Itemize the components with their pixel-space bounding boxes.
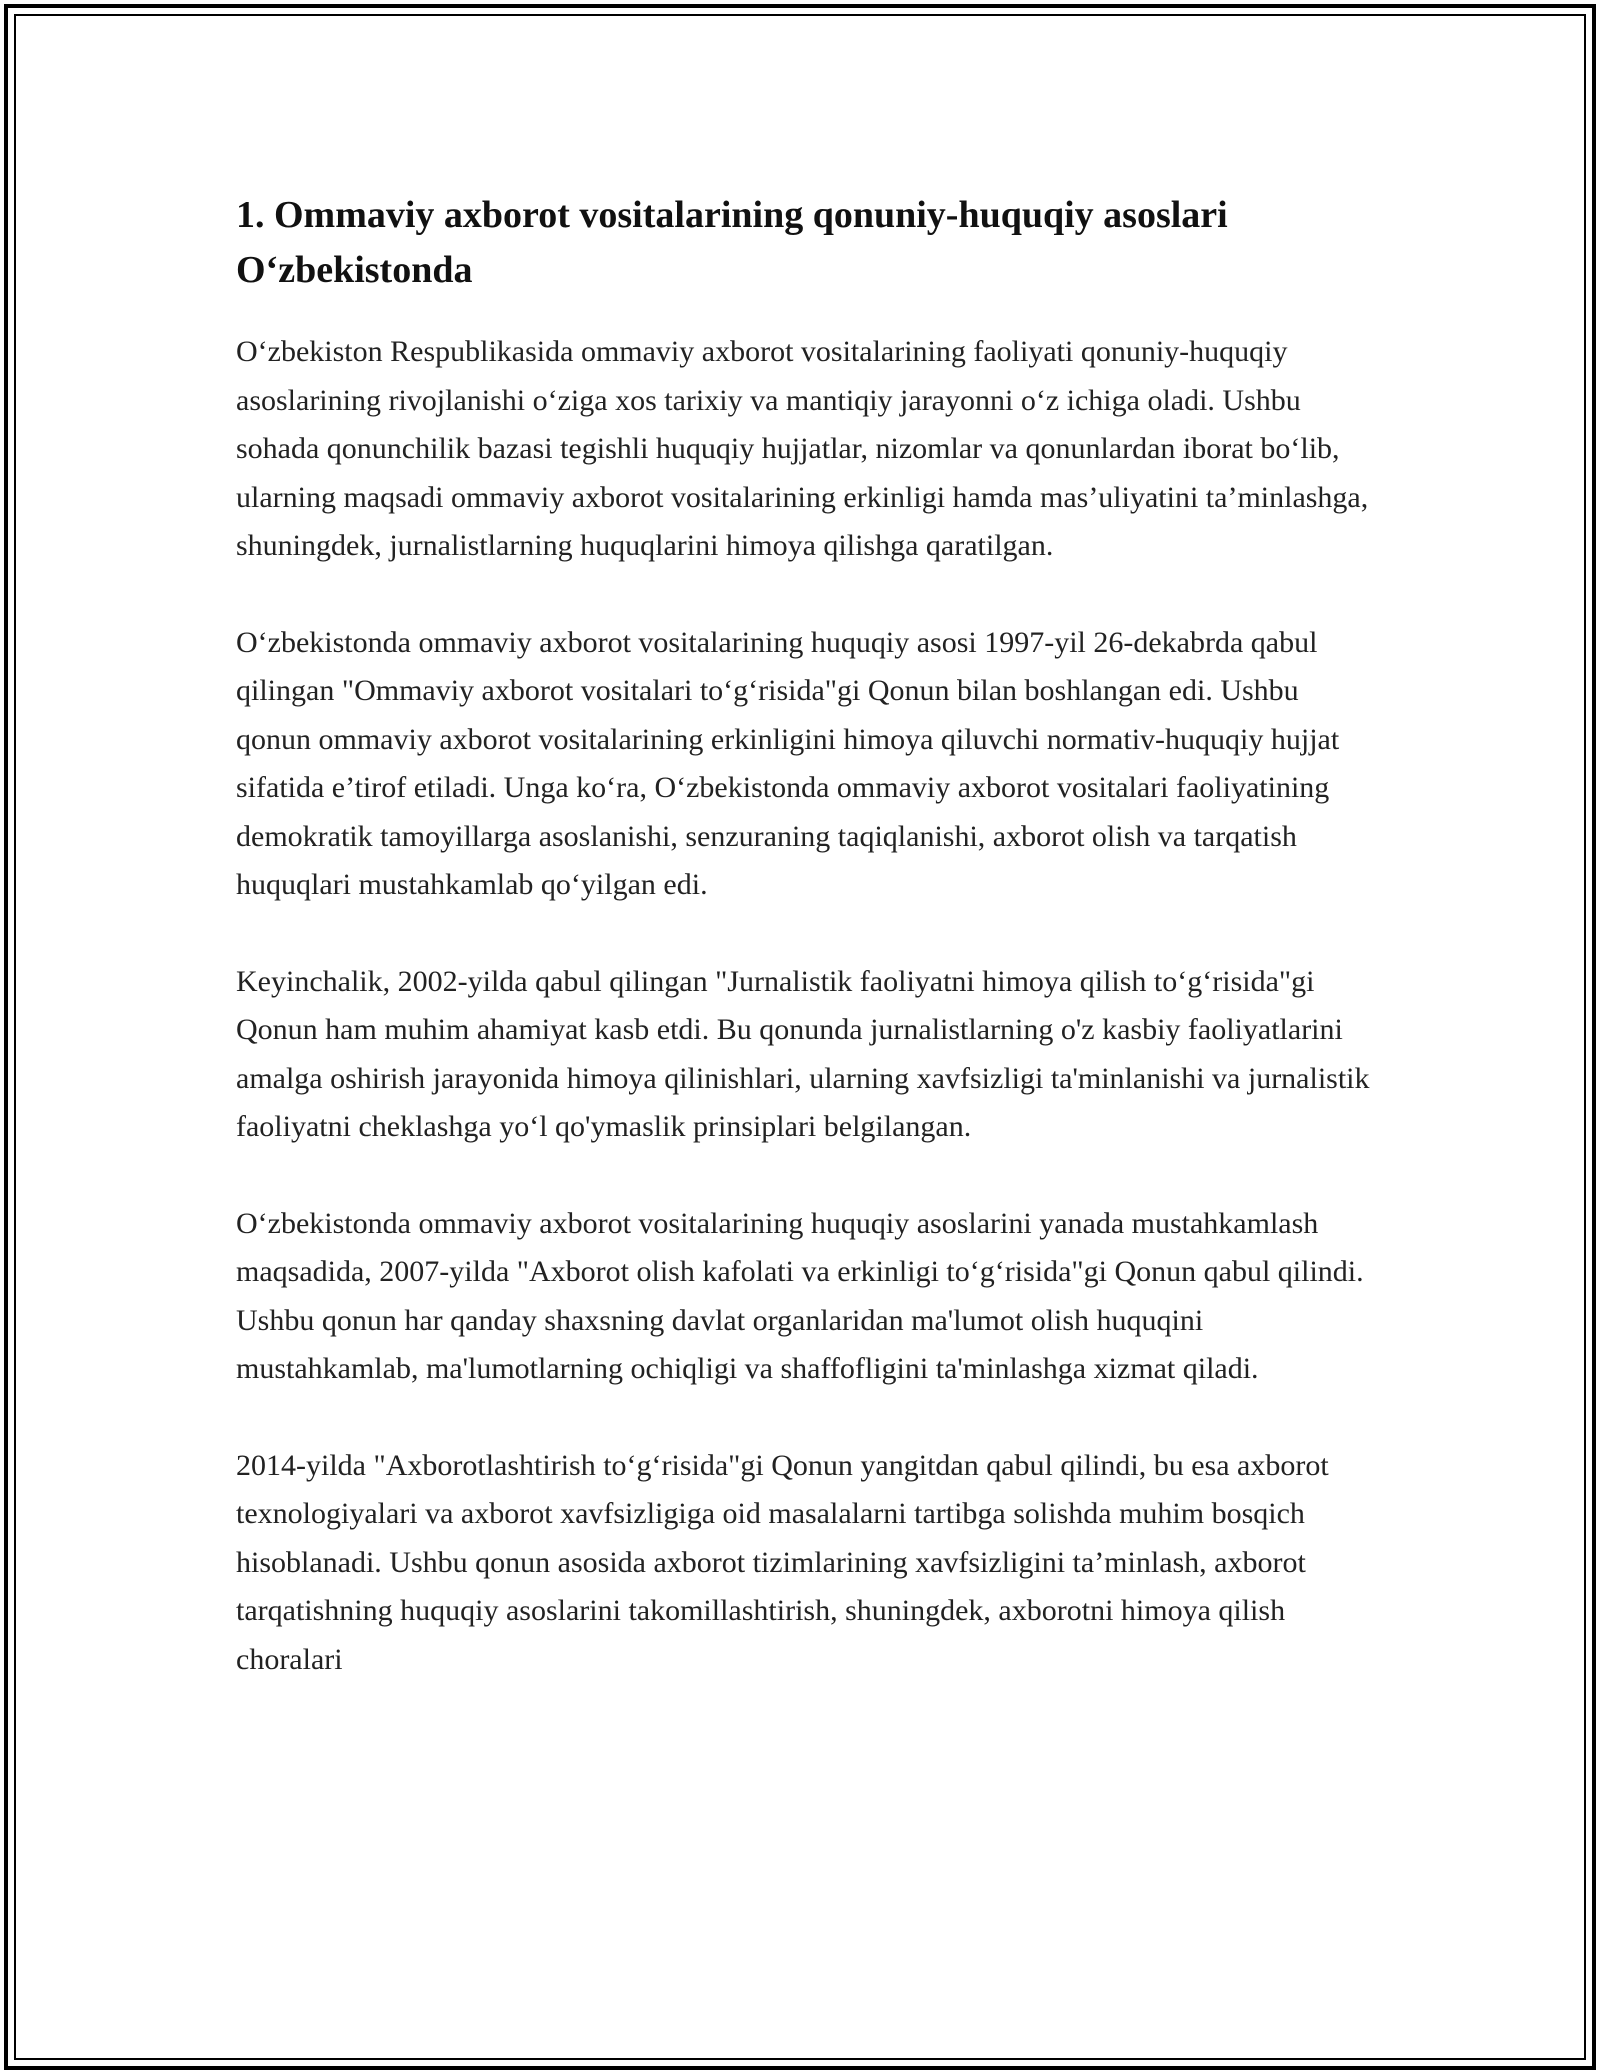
paragraph-3: Keyinchalik, 2002-yilda qabul qilingan "Jurnalistik faoliyatni himoya qilish to‘g‘risida"gi Qonun ham muhim ahamiyat kasb etdi. Bu qonunda jurnalistlarning o'z kasbiy faoliyatlarini amalga oshirish jarayonida himoya qilinishlari, ularning xavfsizligi ta'minlanishi va jurnalistik faoliyatni cheklashga yo‘l qo'ymaslik prinsiplari belgilangan.	[236, 964, 1370, 1143]
document-body	[236, 188, 1376, 1732]
paragraph-2: O‘zbekistonda ommaviy axborot vositalarining huquqiy asosi 1997-yil 26-dekabrda qabul qilingan "Ommaviy axborot vositalari to‘g‘risida"gi Qonun bilan boshlangan edi. Ushbu qonun ommaviy axborot vositalarining erkinligini himoya qiluvchi normativ-huquqiy hujjat sifatida e’tirof etiladi. Unga ko‘ra, O‘zbekistonda ommaviy axborot vositalari faoliyatining demokratik tamoyillarga asoslanishi, senzuraning taqiqlanishi, axborot olish va tarqatish huquqlari mustahkamlab qo‘yilgan edi.	[236, 625, 1340, 901]
section-heading: 1. Ommaviy axborot vositalarining qonuniy-huquqiy asoslari O‘zbekistonda	[236, 194, 1228, 291]
paragraph-4: O‘zbekistonda ommaviy axborot vositalarining huquqiy asoslarini yanada mustahkamlash maqsadida, 2007-yilda "Axborot olish kafolati va erkinligi to‘g‘risida"gi Qonun qabul qilindi. Ushbu qonun har qanday shaxsning davlat organlaridan ma'lumot olish huquqini mustahkamlab, ma'lumotlarning ochiqligi va shaffofligini ta'minlashga xizmat qiladi.	[236, 1206, 1364, 1385]
paragraph-1: O‘zbekiston Respublikasida ommaviy axborot vositalarining faoliyati qonuniy-huquqiy asoslarining rivojlanishi o‘ziga xos tarixiy va mantiqiy jarayonni o‘z ichiga oladi. Ushbu sohada qonunchilik bazasi tegishli huquqiy hujjatlar, nizomlar va qonunlardan iborat bo‘lib, ularning maqsadi ommaviy axborot vositalarining erkinligi hamda mas’uliyatini ta’minlashga, shuningdek, jurnalistlarning huquqlarini himoya qilishga qaratilgan.	[236, 335, 1369, 562]
paragraph-5: 2014-yilda "Axborotlashtirish to‘g‘risida"gi Qonun yangitdan qabul qilindi, bu esa axborot texnologiyalari va axborot xavfsizligiga oid masalalarni tartibga solishda muhim bosqich hisoblanadi. Ushbu qonun asosida axborot tizimlarining xavfsizligini ta’minlash, axborot tarqatishning huquqiy asoslarini takomillashtirish, shuningdek, axborotni himoya qilish choralari	[236, 1448, 1329, 1676]
